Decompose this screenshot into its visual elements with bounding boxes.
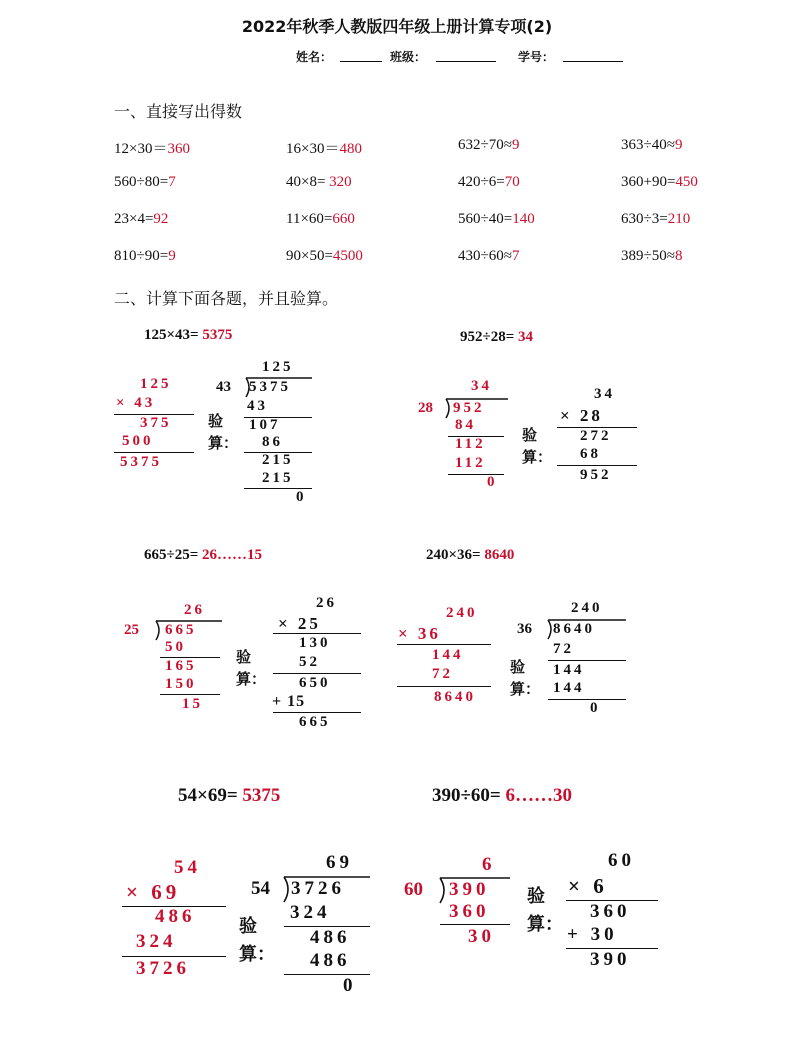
oral-item: 430÷60≈7 — [458, 248, 520, 264]
oral-item: 12×30＝360 — [114, 141, 190, 157]
p4-div-divisor: 36 — [517, 621, 532, 637]
p1-mult-partial2: 500 — [122, 433, 154, 449]
p5-mult-second: × 69 — [126, 880, 181, 904]
p3-div-step2: 165 — [165, 658, 197, 674]
oral-item: 363÷40≈9 — [621, 137, 683, 153]
p3-div-step1: 50 — [165, 639, 186, 655]
p3-mult-top: 26 — [316, 595, 337, 611]
p1-div-step5: 215 — [262, 470, 294, 486]
p4-div-dividend: 8640 — [553, 621, 595, 637]
p3-div-step3: 150 — [165, 676, 197, 692]
p4-div-remainder: 0 — [590, 700, 601, 716]
p4-mult-line2 — [397, 686, 491, 687]
section2-heading: 二、计算下面各题，并且验算。 — [114, 289, 339, 308]
p2-mult-second: × 28 — [560, 406, 603, 425]
p1-div-remainder: 0 — [296, 489, 307, 505]
p3-div-remainder: 15 — [182, 696, 203, 712]
p3-mult-result: 665 — [299, 714, 331, 730]
p2-div-remainder: 0 — [487, 474, 498, 490]
p1-mult-second: × 43 — [116, 395, 156, 411]
p6-div-divisor: 60 — [404, 879, 423, 900]
p4-check-label-b: 算： — [510, 680, 541, 698]
p6-mult-second: × 6 — [568, 874, 608, 898]
p3-mult-line3 — [273, 712, 361, 713]
p3-mult-line2 — [273, 673, 361, 674]
p5-div-remainder: 0 — [343, 975, 357, 996]
p3-mult-second: × 25 — [278, 614, 321, 633]
id-label: 学号： — [518, 50, 555, 64]
p6-div-line1 — [440, 924, 510, 925]
p3-div-quotient: 26 — [184, 602, 205, 618]
p6-div-step1: 360 — [449, 901, 490, 922]
problem2-question: 952÷28= 34 — [460, 329, 534, 345]
p2-div-divisor: 28 — [418, 400, 433, 416]
p2-check-label-b: 算： — [522, 448, 553, 466]
p2-mult-partial1: 272 — [580, 428, 612, 444]
p5-div-dividend: 3726 — [291, 878, 345, 899]
p4-div-step1: 72 — [553, 641, 574, 657]
p4-mult-partial1: 144 — [432, 647, 464, 663]
oral-item: 23×4=92 — [114, 211, 169, 227]
problem4-question: 240×36= 8640 — [426, 547, 515, 563]
oral-item: 632÷70≈9 — [458, 137, 520, 153]
oral-item: 360+90=450 — [621, 174, 698, 190]
p6-check-label-a: 验 — [527, 886, 545, 907]
problem5-question: 54×69= 5375 — [178, 785, 281, 806]
p1-mult-line2 — [114, 452, 194, 453]
name-blank[interactable] — [340, 49, 382, 62]
p5-div-line2 — [284, 974, 370, 975]
p3-mult-add: + 15 — [272, 693, 306, 710]
p2-check-label-a: 验 — [522, 426, 538, 444]
page-title: 2022年秋季人教版四年级上册计算专项(2) — [241, 17, 553, 36]
p4-mult-partial2: 72 — [432, 666, 453, 682]
oral-item: 420÷6=70 — [458, 174, 520, 190]
p6-check-label-b: 算： — [527, 914, 563, 935]
p1-div-divisor: 43 — [216, 379, 231, 395]
oral-item: 90×50=4500 — [286, 248, 363, 264]
section1-heading: 一、直接写出得数 — [114, 102, 243, 121]
p3-mult-partial1: 130 — [299, 635, 331, 651]
p2-div-quotient: 34 — [471, 378, 492, 394]
p3-mult-line1 — [273, 633, 361, 634]
p2-div-step1: 84 — [455, 417, 476, 433]
p5-mult-partial2: 324 — [136, 931, 177, 952]
p3-div-line2 — [160, 694, 220, 695]
oral-item: 630÷3=210 — [621, 211, 691, 227]
p1-check-label-b: 算： — [208, 434, 239, 452]
p4-mult-line1 — [397, 644, 491, 645]
p1-div-quotient: 125 — [262, 359, 294, 375]
p3-check-label-a: 验 — [236, 648, 252, 666]
oral-item: 560÷80=7 — [114, 174, 176, 190]
p5-div-quotient: 69 — [326, 852, 353, 873]
p2-mult-result: 952 — [580, 467, 612, 483]
p2-div-dividend: 952 — [453, 400, 485, 416]
p1-div-step2: 107 — [249, 417, 281, 433]
p6-div-remainder: 30 — [468, 926, 495, 947]
p5-mult-result: 3726 — [136, 958, 190, 979]
p4-div-line1 — [548, 660, 626, 661]
p1-check-label-a: 验 — [208, 412, 224, 430]
oral-item: 11×60=660 — [286, 211, 355, 227]
p4-mult-result: 8640 — [434, 689, 476, 705]
p6-mult-partial: 360 — [590, 901, 631, 922]
p2-div-step2: 112 — [455, 436, 486, 452]
p2-mult-partial2: 68 — [580, 446, 601, 462]
oral-item: 16×30＝480 — [286, 141, 362, 157]
p1-div-step4: 215 — [262, 452, 294, 468]
p6-mult-add: + 30 — [567, 924, 618, 945]
p5-check-label-a: 验 — [239, 916, 257, 937]
p1-mult-top: 125 — [140, 376, 172, 392]
oral-item: 389÷50≈8 — [621, 248, 683, 264]
p3-div-divisor: 25 — [124, 622, 139, 638]
p5-div-divisor: 54 — [251, 878, 270, 899]
p3-mult-partial2: 52 — [299, 654, 320, 670]
class-label: 班级： — [390, 50, 427, 64]
p5-div-step3: 486 — [310, 950, 351, 971]
p3-check-label-b: 算： — [236, 670, 267, 688]
id-blank[interactable] — [563, 49, 623, 62]
p3-mult-sum: 650 — [299, 675, 331, 691]
p4-div-line2 — [548, 699, 626, 700]
oral-item: 810÷90=9 — [114, 248, 176, 264]
p1-div-dividend: 5375 — [249, 379, 291, 395]
p1-div-step3: 86 — [262, 434, 283, 450]
class-blank[interactable] — [436, 49, 496, 62]
p3-div-dividend: 665 — [165, 622, 197, 638]
p6-div-quotient: 6 — [482, 854, 496, 875]
p4-div-step2: 144 — [553, 662, 585, 678]
p4-check-label-a: 验 — [510, 658, 526, 676]
p2-mult-top: 34 — [594, 386, 615, 402]
problem1-question: 125×43= 5375 — [144, 327, 233, 343]
p5-div-step1: 324 — [290, 902, 331, 923]
p5-check-label-b: 算： — [239, 944, 275, 965]
p5-mult-top: 54 — [174, 857, 201, 878]
p5-mult-partial1: 486 — [155, 906, 196, 927]
p6-mult-result: 390 — [590, 949, 631, 970]
p5-mult-line2 — [122, 956, 226, 957]
p1-mult-partial1: 375 — [140, 415, 172, 431]
oral-item: 560÷40=140 — [458, 211, 535, 227]
p2-mult-line2 — [557, 465, 637, 466]
p1-mult-result: 5375 — [120, 454, 162, 470]
p6-div-dividend: 390 — [449, 879, 490, 900]
p4-div-step3: 144 — [553, 680, 585, 696]
problem6-question: 390÷60= 6……30 — [432, 785, 573, 806]
p4-mult-second: × 36 — [398, 624, 441, 643]
p2-div-step3: 112 — [455, 455, 486, 471]
problem3-question: 665÷25= 26……15 — [144, 547, 263, 563]
p4-mult-top: 240 — [446, 605, 478, 621]
p4-div-quotient: 240 — [571, 600, 603, 616]
p5-div-step2: 486 — [310, 927, 351, 948]
p6-mult-top: 60 — [608, 850, 635, 871]
p1-div-step1: 43 — [247, 398, 268, 414]
name-label: 姓名： — [296, 50, 333, 64]
oral-item: 40×8= 320 — [286, 174, 352, 190]
